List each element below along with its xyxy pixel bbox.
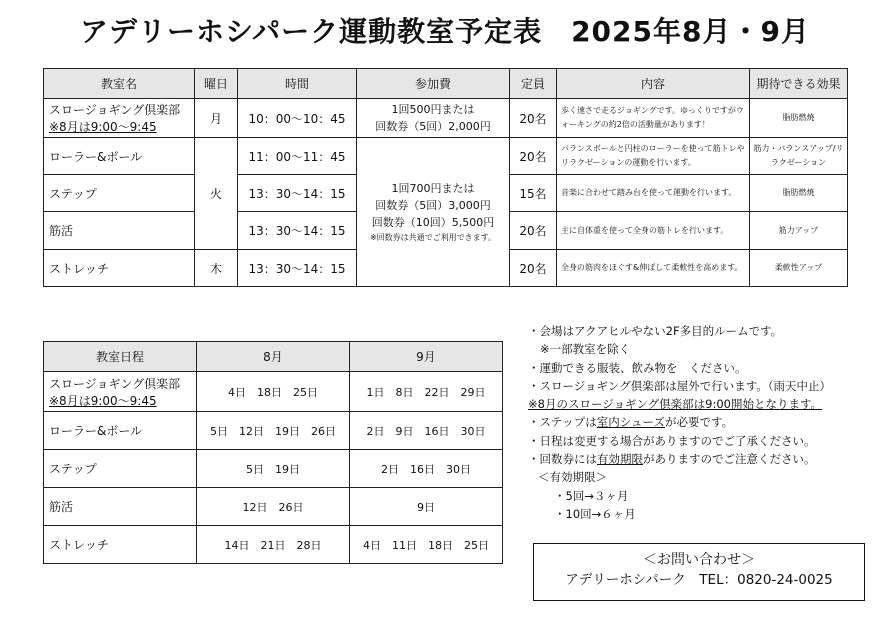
note-venue: ・会場はアクアヒルやない2F多目的ルームです。 — [528, 324, 783, 338]
day-cell: 火 — [195, 138, 238, 250]
class-name: ステップ — [44, 175, 195, 212]
capacity-cell: 15名 — [510, 175, 557, 212]
table-row — [44, 526, 503, 564]
note-venue-sub: ※一部教室を除く — [540, 342, 631, 357]
september-dates: 9日 — [350, 488, 503, 526]
table-header-row — [44, 69, 848, 99]
contact-line: アデリーホシパーク TEL：0820-24-0025 — [565, 572, 833, 588]
time-cell: 10：00〜10：45 — [238, 99, 357, 138]
content-cell: 全身の筋肉をほぐす&伸ばして柔軟性を高めます。 — [557, 250, 750, 287]
fee-cell — [357, 99, 510, 138]
class-name-note: ※8月は9:00〜9:45 — [49, 120, 157, 134]
class-name: ストレッチ — [44, 526, 197, 564]
class-name: ステップ — [44, 450, 197, 488]
header-class-dates: 教室日程 — [44, 342, 197, 372]
august-dates: 4日 18日 25日 — [197, 372, 350, 412]
september-dates: 1日 8日 22日 29日 — [350, 372, 503, 412]
note-ticket-pre: ・回数券には — [528, 452, 597, 467]
fee-line: 回数券（5回）3,000円 — [375, 198, 491, 212]
class-schedule-table — [43, 68, 848, 287]
time-cell: 13：30〜14：15 — [238, 250, 357, 287]
class-name-note: ※8月は9:00〜9:45 — [49, 393, 157, 408]
note-clothes: ・運動できる服装、飲み物を ください。 — [528, 360, 747, 375]
day-cell: 木 — [195, 250, 238, 287]
capacity-cell: 20名 — [510, 99, 557, 138]
page-title: アデリーホシパーク運動教室予定表 2025年8月・9月 — [80, 15, 810, 48]
table-row — [44, 99, 848, 138]
time-cell: 13：30〜14：15 — [238, 212, 357, 250]
note-ticket — [528, 450, 878, 468]
header-content: 内容 — [557, 69, 750, 99]
note-validity-5: ・5回→３ヶ月 — [554, 488, 629, 503]
header-september: 9月 — [350, 342, 503, 372]
class-name-cell — [44, 372, 197, 412]
effect-cell: 柔軟性アップ — [750, 250, 848, 287]
class-name-cell — [44, 99, 195, 138]
class-name: ローラー&ボール — [44, 412, 197, 450]
table-header-row — [44, 342, 503, 372]
content-cell: バランスボールと円柱のローラーを使って筋トレやリラクゼーションの運動を行います。 — [557, 138, 750, 175]
note-change: ・日程は変更する場合がありますのでご了承ください。 — [528, 433, 816, 448]
effect-cell: 脂肪燃焼 — [750, 175, 848, 212]
fee-line: 回数券（5回）2,000円 — [375, 120, 491, 133]
note-validity-heading: ＜有効期限＞ — [538, 470, 607, 485]
september-dates: 2日 16日 30日 — [350, 450, 503, 488]
content-cell: 歩く速さで走るジョギングです。ゆっくりですがウォーキングの約2倍の活動量があります！ — [557, 99, 750, 138]
effect-cell: 筋力・バランスアップ/リラクゼーション — [750, 138, 848, 175]
note-aug-start: ※8月のスロージョギング倶楽部は9:00開始となります。 — [528, 397, 823, 412]
note-shoes — [528, 413, 878, 431]
capacity-cell: 20名 — [510, 250, 557, 287]
note-outdoor: ・スロージョギング倶楽部は屋外で行います。（雨天中止） — [528, 378, 832, 393]
header-effect: 期待できる効果 — [750, 69, 848, 99]
effect-cell: 脂肪燃焼 — [750, 99, 848, 138]
class-name: スロージョギング倶楽部 — [49, 103, 181, 117]
notes-list — [528, 322, 878, 523]
august-dates: 14日 21日 28日 — [197, 526, 350, 564]
class-name: ローラー&ボール — [44, 138, 195, 175]
august-dates: 5日 12日 19日 26日 — [197, 412, 350, 450]
table-row — [44, 450, 503, 488]
note-ticket-post: がありますのでご注意ください。 — [643, 452, 816, 467]
august-dates: 5日 19日 — [197, 450, 350, 488]
note-shoes-highlight: 室内シューズ — [596, 415, 665, 430]
class-name: ストレッチ — [44, 250, 195, 287]
table-row — [44, 372, 503, 412]
fee-note: ※回数券は共通でご利用できます。 — [369, 232, 497, 242]
capacity-cell: 20名 — [510, 138, 557, 175]
header-time: 時間 — [238, 69, 357, 99]
header-day: 曜日 — [195, 69, 238, 99]
header-fee: 参加費 — [357, 69, 510, 99]
time-cell: 13：30〜14：15 — [238, 175, 357, 212]
effect-cell: 筋力アップ — [750, 212, 848, 250]
header-class-name: 教室名 — [44, 69, 195, 99]
table-row — [44, 488, 503, 526]
note-shoes-pre: ・ステップは — [528, 415, 597, 430]
shared-fee-cell — [357, 138, 510, 287]
header-capacity: 定員 — [510, 69, 557, 99]
class-name: 筋活 — [44, 212, 195, 250]
note-validity-10: ・10回→６ヶ月 — [554, 506, 636, 521]
capacity-cell: 20名 — [510, 212, 557, 250]
note-shoes-post: が必要です。 — [664, 415, 734, 430]
august-dates: 12日 26日 — [197, 488, 350, 526]
table-row — [44, 412, 503, 450]
class-dates-table — [43, 341, 503, 564]
fee-line: 1回500円または — [391, 103, 475, 116]
class-name: 筋活 — [44, 488, 197, 526]
class-name: スロージョギング倶楽部 — [49, 376, 181, 391]
note-ticket-highlight: 有効期限 — [597, 452, 643, 467]
september-dates: 4日 11日 18日 25日 — [350, 526, 503, 564]
table-row — [44, 138, 848, 175]
fee-line: 1回700円または — [391, 181, 475, 195]
day-cell: 月 — [195, 99, 238, 138]
september-dates: 2日 9日 16日 30日 — [350, 412, 503, 450]
contact-box — [533, 543, 865, 601]
time-cell: 11：00〜11：45 — [238, 138, 357, 175]
fee-line: 回数券（10回）5,500円 — [371, 215, 495, 229]
content-cell: 主に自体重を使って全身の筋トレを行います。 — [557, 212, 750, 250]
contact-heading: ＜お問い合わせ＞ — [643, 552, 755, 568]
header-august: 8月 — [197, 342, 350, 372]
content-cell: 音楽に合わせて踏み台を使って運動を行います。 — [557, 175, 750, 212]
